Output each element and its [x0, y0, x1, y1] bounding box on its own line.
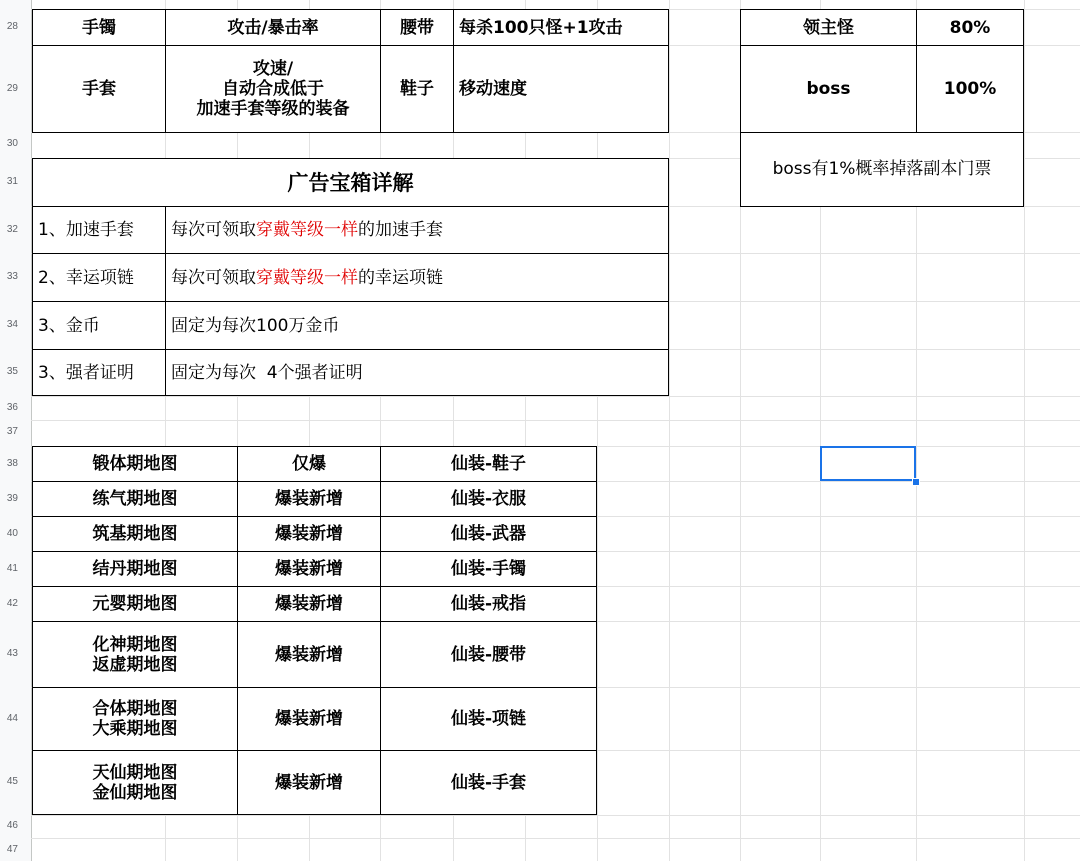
- ad-chest-item-3[interactable]: 3、金币: [32, 301, 166, 350]
- map-name[interactable]: [32, 750, 238, 815]
- grid-row-line: [31, 838, 1080, 839]
- map-name[interactable]: 锻体期地图: [32, 446, 238, 482]
- row-number[interactable]: 47: [6, 844, 18, 855]
- row-number[interactable]: 29: [6, 83, 18, 94]
- map-drop-type[interactable]: 爆装新增: [237, 516, 381, 552]
- map-drop-type[interactable]: 爆装新增: [237, 750, 381, 815]
- equip-effect-gloves-line1: 攻速/: [252, 59, 294, 79]
- map-name[interactable]: 练气期地图: [32, 481, 238, 517]
- map-drop-type[interactable]: 爆装新增: [237, 481, 381, 517]
- equip-effect-gloves[interactable]: [165, 45, 381, 133]
- row-number[interactable]: 45: [6, 776, 18, 787]
- equip-slot-belt[interactable]: 腰带: [380, 9, 454, 46]
- row-number[interactable]: 38: [6, 458, 18, 469]
- row-number[interactable]: 39: [6, 493, 18, 504]
- equip-effect-gloves-line2: 自动合成低于: [222, 79, 324, 99]
- map-drop-type[interactable]: 仅爆: [237, 446, 381, 482]
- drop-rate-lord[interactable]: 80%: [916, 9, 1024, 46]
- ad-chest-desc-3[interactable]: 固定为每次100万金币: [165, 301, 669, 350]
- row-number[interactable]: 36: [6, 402, 18, 413]
- map-name-line2: 金仙期地图: [92, 782, 178, 803]
- ad-chest-desc-4[interactable]: 固定为每次 4个强者证明: [165, 349, 669, 396]
- drop-type-boss[interactable]: boss: [740, 45, 917, 133]
- row-number[interactable]: 35: [6, 366, 18, 377]
- ad-chest-item-2[interactable]: 2、幸运项链: [32, 253, 166, 302]
- grid-row-line: [31, 396, 1080, 397]
- ad-chest-desc-1[interactable]: [165, 206, 669, 254]
- row-number[interactable]: 43: [6, 648, 18, 659]
- map-name-line1: 天仙期地图: [92, 762, 178, 783]
- map-gear[interactable]: 仙装-武器: [380, 516, 597, 552]
- row-number[interactable]: 31: [6, 176, 18, 187]
- row-number[interactable]: 46: [6, 820, 18, 831]
- ad-chest-desc-2-pre: 每次可领取: [171, 267, 256, 288]
- row-number[interactable]: 40: [6, 528, 18, 539]
- map-name[interactable]: [32, 687, 238, 751]
- row-number[interactable]: 42: [6, 598, 18, 609]
- drop-type-lord[interactable]: 领主怪: [740, 9, 917, 46]
- equip-slot-shoes[interactable]: 鞋子: [380, 45, 454, 133]
- drop-rate-boss[interactable]: 100%: [916, 45, 1024, 133]
- map-gear[interactable]: 仙装-手镯: [380, 551, 597, 587]
- equip-effect-gloves-line3: 加速手套等级的装备: [196, 99, 350, 119]
- equip-effect-shoes[interactable]: 移动速度: [453, 45, 669, 133]
- map-drop-type[interactable]: 爆装新增: [237, 551, 381, 587]
- map-name[interactable]: 筑基期地图: [32, 516, 238, 552]
- ad-chest-desc-2-highlight: 穿戴等级一样: [256, 267, 358, 288]
- map-gear[interactable]: 仙装-项链: [380, 687, 597, 751]
- grid-row-line: [31, 420, 1080, 421]
- row-number[interactable]: 41: [6, 563, 18, 574]
- ad-chest-item-1[interactable]: 1、加速手套: [32, 206, 166, 254]
- ad-chest-desc-1-post: 的加速手套: [358, 220, 443, 240]
- map-drop-type[interactable]: 爆装新增: [237, 621, 381, 688]
- map-name-line1: 化神期地图: [92, 634, 178, 655]
- map-name-line2: 返虚期地图: [92, 654, 178, 675]
- map-gear[interactable]: 仙装-戒指: [380, 586, 597, 622]
- row-number[interactable]: 34: [6, 319, 18, 330]
- selected-cell[interactable]: [820, 446, 916, 481]
- grid-column-line: [1024, 0, 1025, 861]
- grid-row-line: [31, 815, 1080, 816]
- drop-note[interactable]: boss有1%概率掉落副本门票: [740, 132, 1024, 207]
- map-drop-type[interactable]: 爆装新增: [237, 687, 381, 751]
- map-gear[interactable]: 仙装-腰带: [380, 621, 597, 688]
- row-number[interactable]: 33: [6, 271, 18, 282]
- map-gear[interactable]: 仙装-鞋子: [380, 446, 597, 482]
- ad-chest-title[interactable]: 广告宝箱详解: [32, 158, 669, 207]
- ad-chest-desc-1-pre: 每次可领取: [171, 220, 256, 240]
- row-number[interactable]: 32: [6, 224, 18, 235]
- map-drop-type[interactable]: 爆装新增: [237, 586, 381, 622]
- ad-chest-desc-2-post: 的幸运项链: [358, 267, 443, 288]
- equip-slot-bracelet[interactable]: 手镯: [32, 9, 166, 46]
- equip-slot-gloves[interactable]: 手套: [32, 45, 166, 133]
- row-number[interactable]: 44: [6, 713, 18, 724]
- grid-column-line: [669, 0, 670, 861]
- ad-chest-desc-1-highlight: 穿戴等级一样: [256, 220, 358, 240]
- map-name-line1: 合体期地图: [92, 699, 178, 719]
- fill-handle[interactable]: [912, 478, 920, 486]
- equip-effect-belt[interactable]: 每杀100只怪+1攻击: [453, 9, 669, 46]
- row-number[interactable]: 30: [6, 138, 18, 149]
- map-gear[interactable]: 仙装-手套: [380, 750, 597, 815]
- ad-chest-item-4[interactable]: 3、强者证明: [32, 349, 166, 396]
- row-number[interactable]: 37: [6, 426, 18, 437]
- row-number[interactable]: 28: [6, 21, 18, 32]
- equip-effect-bracelet[interactable]: 攻击/暴击率: [165, 9, 381, 46]
- map-name[interactable]: 元婴期地图: [32, 586, 238, 622]
- map-name-line2: 大乘期地图: [92, 719, 178, 739]
- map-name[interactable]: [32, 621, 238, 688]
- map-name[interactable]: 结丹期地图: [32, 551, 238, 587]
- map-gear[interactable]: 仙装-衣服: [380, 481, 597, 517]
- ad-chest-desc-2[interactable]: [165, 253, 669, 302]
